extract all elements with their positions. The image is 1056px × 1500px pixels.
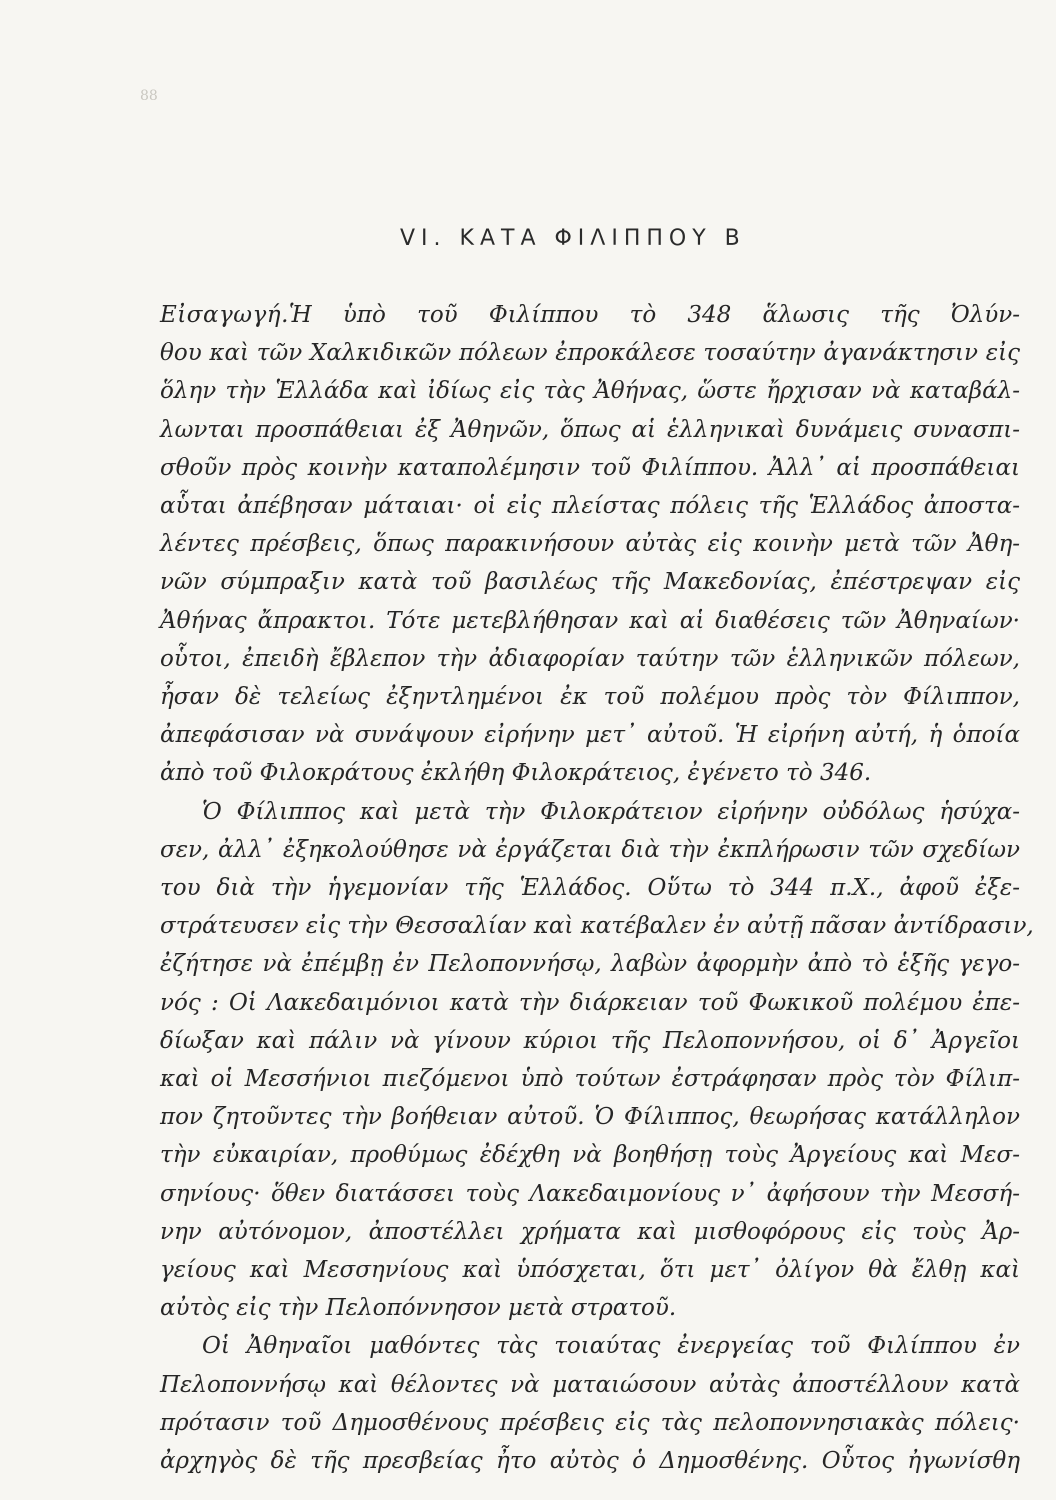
text-line — [160, 1366, 1020, 1404]
text-line — [160, 411, 1020, 449]
text-line — [160, 525, 1020, 563]
text-line — [160, 1136, 1020, 1174]
text-line-content: ἀπὸ τοῦ Φιλοκράτους ἐκλήθη Φιλοκράτειος, ἐγένετο τὸ 346. — [160, 760, 872, 787]
text-line — [160, 1404, 1020, 1442]
text-line — [160, 716, 1020, 754]
intro-label: Εἰσαγωγή. — [160, 302, 289, 328]
text-line — [160, 1213, 1020, 1251]
text-line-content: νός : Οἱ Λακεδαιμόνιοι κατὰ τὴν διάρκειαν τοῦ Φωκικοῦ πολέμου ἐπε- — [160, 989, 1020, 1016]
text-line — [160, 1289, 1020, 1327]
text-line — [160, 754, 1020, 792]
text-line — [160, 1060, 1020, 1098]
text-line — [160, 869, 1020, 907]
text-line — [160, 296, 1020, 334]
text-line-content: αὐτὸς εἰς τὴν Πελοπόννησον μετὰ στρατοῦ. — [160, 1295, 677, 1322]
text-line-content: ὅλην τὴν Ἑλλάδα καὶ ἰδίως εἰς τὰς Ἀθήνας, ὥστε ἤρχισαν νὰ καταβάλ- — [160, 378, 1020, 405]
text-line-content: στράτευσεν εἰς τὴν Θεσσαλίαν καὶ κατέβαλεν ἐν αὐτῇ πᾶσαν ἀντίδρασιν, — [160, 913, 1034, 940]
text-line — [160, 372, 1020, 410]
text-line-content: Ὁ Φίλιππος καὶ μετὰ τὴν Φιλοκράτειον εἰρήνην οὐδόλως ἡσύχα- — [202, 798, 1020, 825]
text-line — [160, 793, 1020, 831]
text-line-content: αὗται ἀπέβησαν μάταιαι· οἱ εἰς πλείστας πόλεις τῆς Ἑλλάδος ἀποστα- — [160, 493, 1020, 520]
text-line-content: γείους καὶ Μεσσηνίους καὶ ὑπόσχεται, ὅτι μετ᾽ ὀλίγον θὰ ἔλθῃ καὶ — [160, 1257, 1020, 1284]
text-line-content: πρότασιν τοῦ Δημοσθένους πρέσβεις εἰς τὰς πελοποννησιακὰς πόλεις· — [160, 1409, 1020, 1436]
text-line — [160, 907, 1034, 945]
text-line — [160, 640, 1020, 678]
text-line-content: σθοῦν πρὸς κοινὴν καταπολέμησιν τοῦ Φιλίππου. Ἀλλ᾽ αἱ προσπάθειαι — [160, 454, 1020, 481]
chapter-heading: VI. ΚΑΤΑ ΦΙΛΙΠΠΟΥ Β — [400, 226, 746, 251]
text-line-content: Ἀθήνας ἄπρακτοι. Τότε μετεβλήθησαν καὶ αἱ διαθέσεις τῶν Ἀθηναίων· — [160, 607, 1020, 634]
text-line-content: σηνίους· ὅθεν διατάσσει τοὺς Λακεδαιμονίους ν᾽ ἀφήσουν τὴν Μεσσή- — [160, 1180, 1020, 1207]
text-line-content: ἐζήτησε νὰ ἐπέμβῃ ἐν Πελοποννήσῳ, λαβὼν ἀφορμὴν ἀπὸ τὸ ἑξῆς γεγο- — [160, 951, 1020, 978]
text-line-content: τὴν εὐκαιρίαν, προθύμως ἐδέχθη νὰ βοηθήσῃ τοὺς Ἀργείους καὶ Μεσ- — [160, 1142, 1020, 1169]
text-line — [160, 487, 1020, 525]
text-line-content: νῶν σύμπραξιν κατὰ τοῦ βασιλέως τῆς Μακεδονίας, ἐπέστρεψαν εἰς — [160, 569, 1020, 596]
text-line-content: ἀπεφάσισαν νὰ συνάψουν εἰρήνην μετ᾽ αὐτοῦ. Ἡ εἰρήνη αὐτή, ἡ ὁποία — [160, 722, 1020, 749]
text-line-content: ἦσαν δὲ τελείως ἐξηντλημένοι ἐκ τοῦ πολέμου πρὸς τὸν Φίλιππον, — [160, 684, 1020, 711]
page-number: 88 — [140, 88, 158, 104]
text-line — [160, 1175, 1020, 1213]
text-line — [160, 984, 1020, 1022]
text-line — [160, 563, 1020, 601]
text-line-content: καὶ οἱ Μεσσήνιοι πιεζόμενοι ὑπὸ τούτων ἐστράφησαν πρὸς τὸν Φίλιπ- — [160, 1066, 1020, 1093]
text-line-content: Ἡ ὑπὸ τοῦ Φιλίππου τὸ 348 ἅλωσις τῆς Ὀλύν- — [288, 302, 1020, 328]
text-line-content: νην αὐτόνομον, ἀποστέλλει χρήματα καὶ μισθοφόρους εἰς τοὺς Ἀρ- — [160, 1218, 1020, 1245]
text-line — [160, 831, 1020, 869]
text-line-content: δίωξαν καὶ πάλιν νὰ γίνουν κύριοι τῆς Πελοποννήσου, οἱ δ᾽ Ἀργεῖοι — [160, 1027, 1020, 1054]
text-line-content: του διὰ τὴν ἡγεμονίαν τῆς Ἑλλάδος. Οὕτω τὸ 344 π.Χ., ἀφοῦ ἐξε- — [160, 875, 1020, 902]
text-line-content: λωνται προσπάθειαι ἐξ Ἀθηνῶν, ὅπως αἱ ἑλληνικαὶ δυνάμεις συνασπι- — [160, 416, 1020, 443]
text-line-content: πον ζητοῦντες τὴν βοήθειαν αὐτοῦ. Ὁ Φίλιππος, θεωρήσας κατάλληλον — [160, 1104, 1020, 1131]
body-text — [160, 296, 1034, 1480]
text-line-content: Πελοποννήσῳ καὶ θέλοντες νὰ ματαιώσουν αὐτὰς ἀποστέλλουν κατὰ — [160, 1371, 1020, 1398]
text-line-content: Οἱ Ἀθηναῖοι μαθόντες τὰς τοιαύτας ἐνεργείας τοῦ Φιλίππου ἐν — [202, 1333, 1020, 1360]
text-line — [160, 602, 1020, 640]
text-line — [160, 945, 1020, 983]
text-line — [160, 1251, 1020, 1289]
text-line-content: θου καὶ τῶν Χαλκιδικῶν πόλεων ἐπροκάλεσε τοσαύτην ἀγανάκτησιν εἰς — [160, 340, 1020, 367]
text-line — [160, 1098, 1020, 1136]
text-line — [160, 1442, 1020, 1480]
text-line — [160, 334, 1020, 372]
text-line — [160, 449, 1020, 487]
text-line-content: σεν, ἀλλ᾽ ἐξηκολούθησε νὰ ἐργάζεται διὰ τὴν ἐκπλήρωσιν τῶν σχεδίων — [160, 836, 1020, 863]
text-line — [160, 678, 1020, 716]
text-line — [160, 1022, 1020, 1060]
text-line-content: ἀρχηγὸς δὲ τῆς πρεσβείας ἦτο αὐτὸς ὁ Δημοσθένης. Οὗτος ἠγωνίσθη — [160, 1448, 1020, 1475]
text-line-content: λέντες πρέσβεις, ὅπως παρακινήσουν αὐτὰς εἰς κοινὴν μετὰ τῶν Ἀθη- — [160, 531, 1020, 558]
text-line — [160, 1327, 1020, 1365]
text-line-content: οὗτοι, ἐπειδὴ ἔβλεπον τὴν ἀδιαφορίαν ταύτην τῶν ἑλληνικῶν πόλεων, — [160, 645, 1020, 672]
